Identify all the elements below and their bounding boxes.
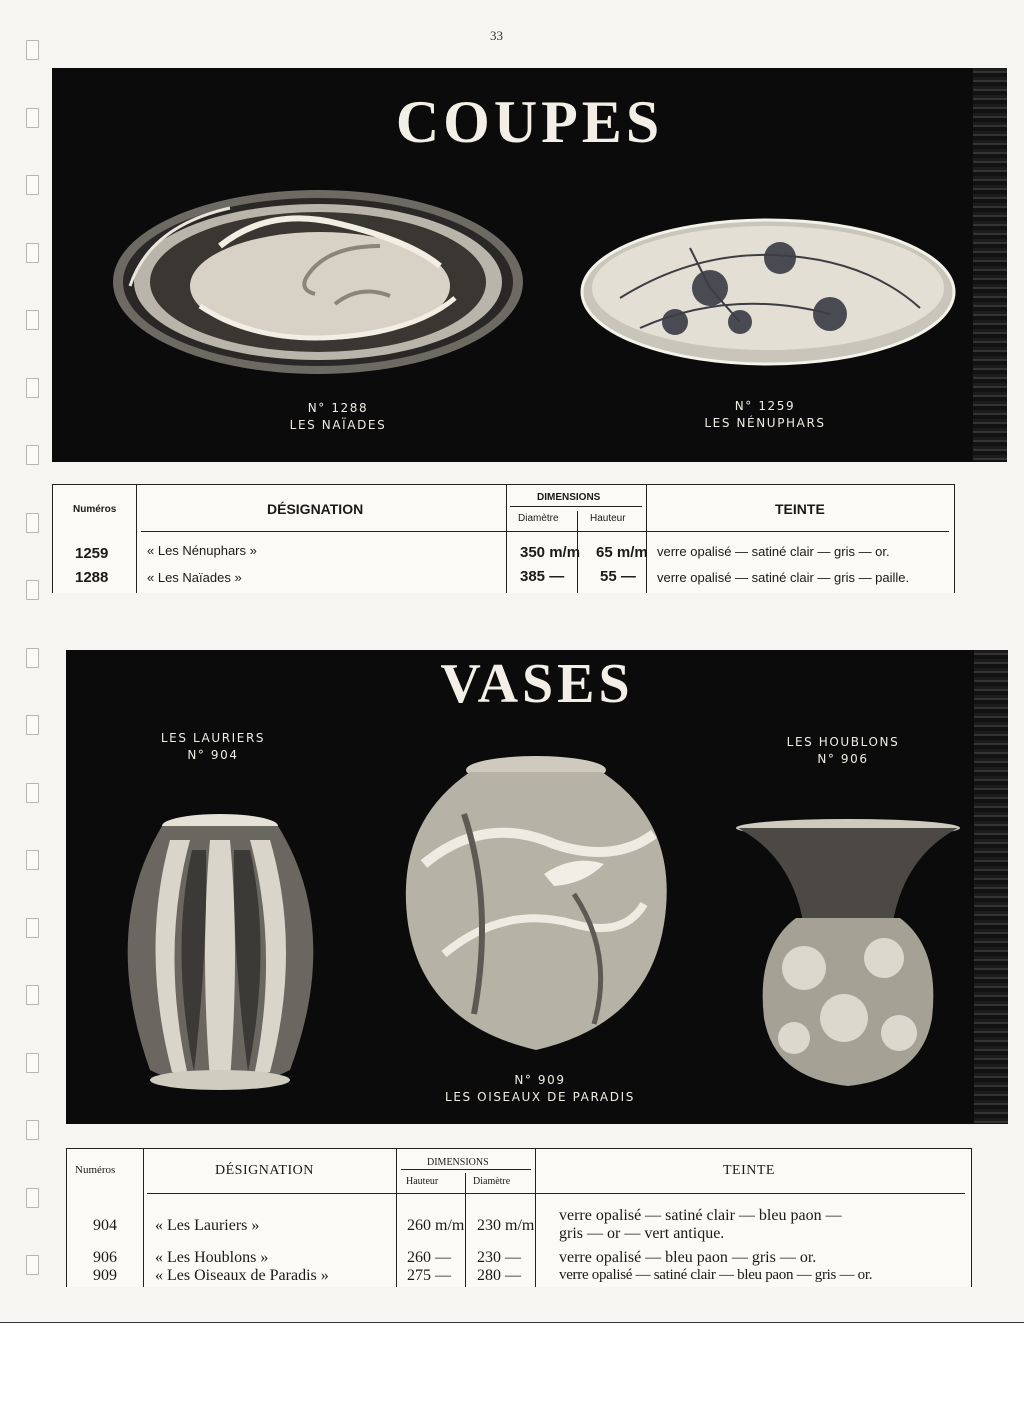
binder-hole (26, 985, 39, 1005)
row-number: 1288 (75, 569, 109, 586)
header-diameter: Diamètre (473, 1176, 511, 1187)
houblons-vase-image (734, 818, 962, 1090)
row-designation: « Les Nénuphars » (147, 543, 257, 558)
header-tint: TEINTE (723, 1163, 775, 1178)
col-divider (506, 485, 507, 593)
row-height: 65 m/m (596, 544, 648, 561)
binder-hole (26, 1255, 39, 1275)
header-height: Hauteur (406, 1176, 439, 1187)
row-height: 260 m/m (407, 1217, 465, 1234)
houblons-name: LES HOUBLONS (786, 735, 900, 749)
lauriers-number: N° 904 (187, 748, 239, 762)
col-divider (396, 1149, 397, 1287)
row-tint: verre opalisé — satiné clair — gris — paille. (657, 570, 910, 585)
binder-hole (26, 715, 39, 735)
row-designation: « Les Houblons » (155, 1249, 269, 1266)
col-divider (136, 485, 137, 593)
row-diameter: 385 — (520, 568, 565, 585)
lauriers-caption (128, 730, 298, 764)
page-number: 33 (490, 28, 503, 43)
coupes-title: COUPES (395, 89, 664, 155)
binder-hole (26, 108, 39, 128)
coupes-panel (52, 68, 1007, 462)
row-height: 275 — (407, 1267, 451, 1284)
blank-area (0, 1323, 1024, 1407)
row-tint: verre opalisé — bleu paon — gris — or. (559, 1249, 817, 1266)
binder-hole (26, 850, 39, 870)
binder-hole (26, 40, 39, 60)
row-tint: verre opalisé — satiné clair — bleu paon — gris — or. (559, 1267, 873, 1283)
panel-edge (974, 650, 1008, 1124)
dimensions-rule (401, 1169, 531, 1170)
row-number: 904 (93, 1217, 117, 1234)
header-designation: DÉSIGNATION (215, 1163, 314, 1178)
binder-hole (26, 243, 39, 263)
col-divider (646, 485, 647, 593)
row-tint-continued: gris — or — vert antique. (559, 1225, 725, 1242)
col-divider (143, 1149, 144, 1287)
row-designation: « Les Lauriers » (155, 1217, 260, 1234)
header-height: Hauteur (590, 513, 626, 524)
row-diameter: 230 — (477, 1249, 521, 1266)
oiseaux-name: LES OISEAUX DE PARADIS (445, 1090, 635, 1104)
header-designation: DÉSIGNATION (267, 501, 364, 517)
row-designation: « Les Oiseaux de Paradis » (155, 1267, 329, 1284)
binder-hole (26, 513, 39, 533)
nenuphars-name: LES NÉNUPHARS (704, 416, 826, 430)
header-rule (147, 1193, 965, 1194)
header-dimensions: DIMENSIONS (427, 1157, 489, 1168)
vases-table (66, 1148, 972, 1287)
binder-hole (26, 445, 39, 465)
row-tint: verre opalisé — satiné clair — bleu paon — (559, 1207, 842, 1224)
col-divider (465, 1173, 466, 1287)
header-dimensions: DIMENSIONS (537, 492, 601, 503)
nenuphars-bowl-image (580, 218, 956, 366)
nenuphars-number: N° 1259 (734, 399, 796, 413)
row-height: 55 — (600, 568, 636, 585)
header-rule (141, 531, 949, 532)
row-number: 906 (93, 1249, 117, 1266)
dimensions-rule (510, 506, 642, 507)
naiades-bowl-image (110, 186, 526, 378)
row-diameter: 280 — (477, 1267, 521, 1284)
row-number: 1259 (75, 545, 109, 562)
lauriers-name: LES LAURIERS (160, 731, 266, 745)
nenuphars-caption (670, 398, 860, 432)
houblons-number: N° 906 (817, 752, 869, 766)
header-diameter: Diamètre (518, 513, 559, 524)
oiseaux-number: N° 909 (514, 1073, 566, 1087)
row-designation: « Les Naïades » (147, 570, 242, 585)
binder-hole (26, 783, 39, 803)
oiseaux-vase-image (404, 754, 670, 1056)
row-diameter: 230 m/m (477, 1217, 535, 1234)
vases-title: VASES (440, 653, 634, 715)
binder-hole (26, 1120, 39, 1140)
binder-hole (26, 580, 39, 600)
oiseaux-caption (400, 1072, 680, 1106)
binder-hole (26, 310, 39, 330)
naiades-number: N° 1288 (307, 401, 369, 415)
naiades-name: LES NAÏADES (289, 418, 387, 432)
vases-panel (66, 650, 1008, 1124)
binder-hole (26, 648, 39, 668)
header-number: Numéros (75, 1164, 116, 1176)
lauriers-vase-image (110, 810, 332, 1098)
binder-hole (26, 918, 39, 938)
binder-hole (26, 1053, 39, 1073)
naiades-caption (248, 400, 428, 434)
header-number: Numéros (73, 504, 117, 515)
row-tint: verre opalisé — satiné clair — gris — or. (657, 544, 890, 559)
coupes-table (52, 484, 955, 593)
binder-hole (26, 1188, 39, 1208)
col-divider (535, 1149, 536, 1287)
row-height: 260 — (407, 1249, 451, 1266)
houblons-caption (758, 734, 928, 768)
row-diameter: 350 m/m (520, 544, 581, 561)
binder-hole (26, 175, 39, 195)
binder-hole (26, 378, 39, 398)
row-number: 909 (93, 1267, 117, 1284)
header-tint: TEINTE (775, 501, 825, 517)
